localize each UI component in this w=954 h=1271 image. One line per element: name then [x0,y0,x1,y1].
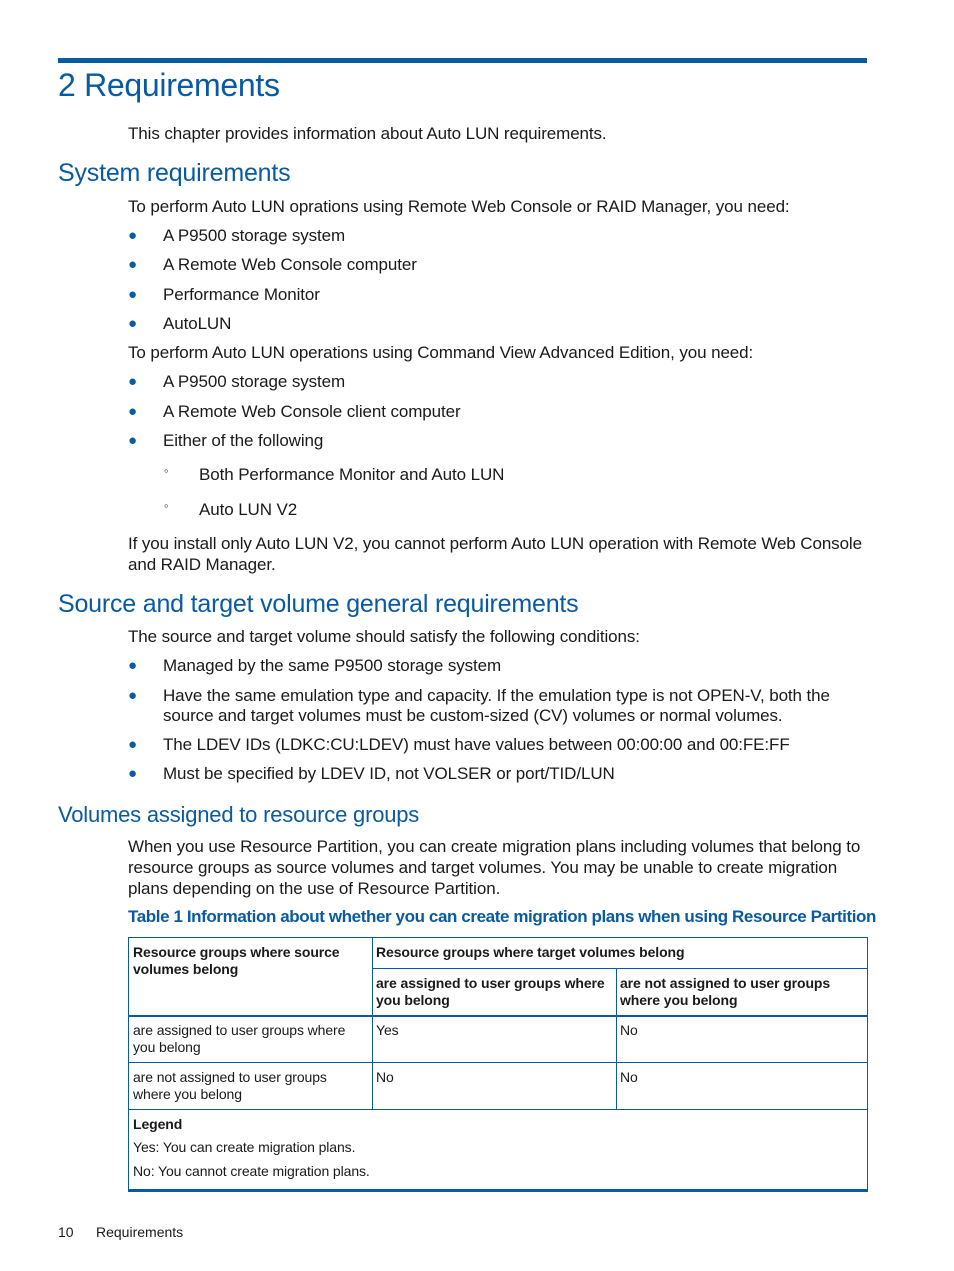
migration-plan-table [128,937,868,1192]
table-cell: Yes [376,1022,399,1038]
bullet-icon: ● [128,227,137,244]
list-item: ● Managed by the same P9500 storage system [128,656,502,675]
bullet-icon: ● [128,657,137,674]
page-number: 10 [58,1224,74,1240]
list-item: ● A P9500 storage system [128,372,346,391]
circle-bullet-icon: ◦ [164,463,169,478]
legend-no: No: You cannot create migration plans. [133,1163,370,1179]
sub-list-item: ◦ Auto LUN V2 [164,498,298,519]
resource-groups-body: When you use Resource Partition, you can create migration plans including volumes that belong to resource groups as source volumes and target volumes. You may be unable to create migration plans depending on the use of Resource Partition. [128,837,861,898]
sub-list-item: ◦ Both Performance Monitor and Auto LUN [164,463,505,484]
bullet-icon: ● [128,373,137,390]
list-item: ● The LDEV IDs (LDKC:CU:LDEV) must have values between 00:00:00 and 00:FE:FF [128,735,790,754]
table-cell: No [620,1069,638,1085]
row-label: are assigned to user groups where you belong [133,1022,346,1055]
bullet-icon: ● [128,315,137,332]
bullet-icon: ● [128,286,137,303]
list-item: ● Have the same emulation type and capacity. If the emulation type is not OPEN-V, both the source and target volumes must be custom-sized (CV) volumes or normal volumes. [128,686,830,725]
chapter-intro: This chapter provides information about Auto LUN requirements. [128,124,607,143]
list-item: ● Either of the following [128,431,324,450]
header-source-groups: Resource groups where source volumes belong [133,944,340,977]
source-target-intro: The source and target volume should satisfy the following conditions: [128,627,640,646]
cvae-intro: To perform Auto LUN operations using Command View Advanced Edition, you need: [128,343,754,362]
chapter-title: 2 Requirements [58,67,280,103]
source-target-heading: Source and target volume general requirements [58,590,579,618]
list-item: ● A P9500 storage system [128,226,346,245]
chapter-rule [58,58,867,63]
list-item: ● Must be specified by LDEV ID, not VOLSER or port/TID/LUN [128,764,615,783]
list-item: ● A Remote Web Console computer [128,255,417,274]
legend-title: Legend [133,1116,183,1132]
auto-lun-v2-note: If you install only Auto LUN V2, you cannot perform Auto LUN operation with Remote Web Console and RAID Manager. [128,534,862,574]
rwc-intro: To perform Auto LUN oprations using Remote Web Console or RAID Manager, you need: [128,197,790,216]
resource-groups-heading: Volumes assigned to resource groups [58,802,420,827]
footer-section: Requirements [96,1224,184,1240]
legend-yes: Yes: You can create migration plans. [133,1139,356,1155]
list-item: ● A Remote Web Console client computer [128,402,461,421]
table-caption: Table 1 Information about whether you can create migration plans when using Resource Partition [128,907,876,926]
circle-bullet-icon: ◦ [164,498,169,513]
subheader-not-assigned: are not assigned to user groups where you belong [620,975,831,1008]
bullet-icon: ● [128,256,137,273]
bullet-icon: ● [128,765,137,782]
table-cell: No [376,1069,394,1085]
row-label: are not assigned to user groups where you belong [133,1069,327,1102]
list-item: ● Performance Monitor [128,285,320,304]
bullet-icon: ● [128,687,137,704]
bullet-icon: ● [128,736,137,753]
list-item: ● AutoLUN [128,314,232,333]
bullet-icon: ● [128,432,137,449]
table-cell: No [620,1022,638,1038]
header-target-groups: Resource groups where target volumes belong [376,944,685,960]
subheader-assigned: are assigned to user groups where you belong [376,975,605,1008]
bullet-icon: ● [128,403,137,420]
system-requirements-heading: System requirements [58,159,291,187]
